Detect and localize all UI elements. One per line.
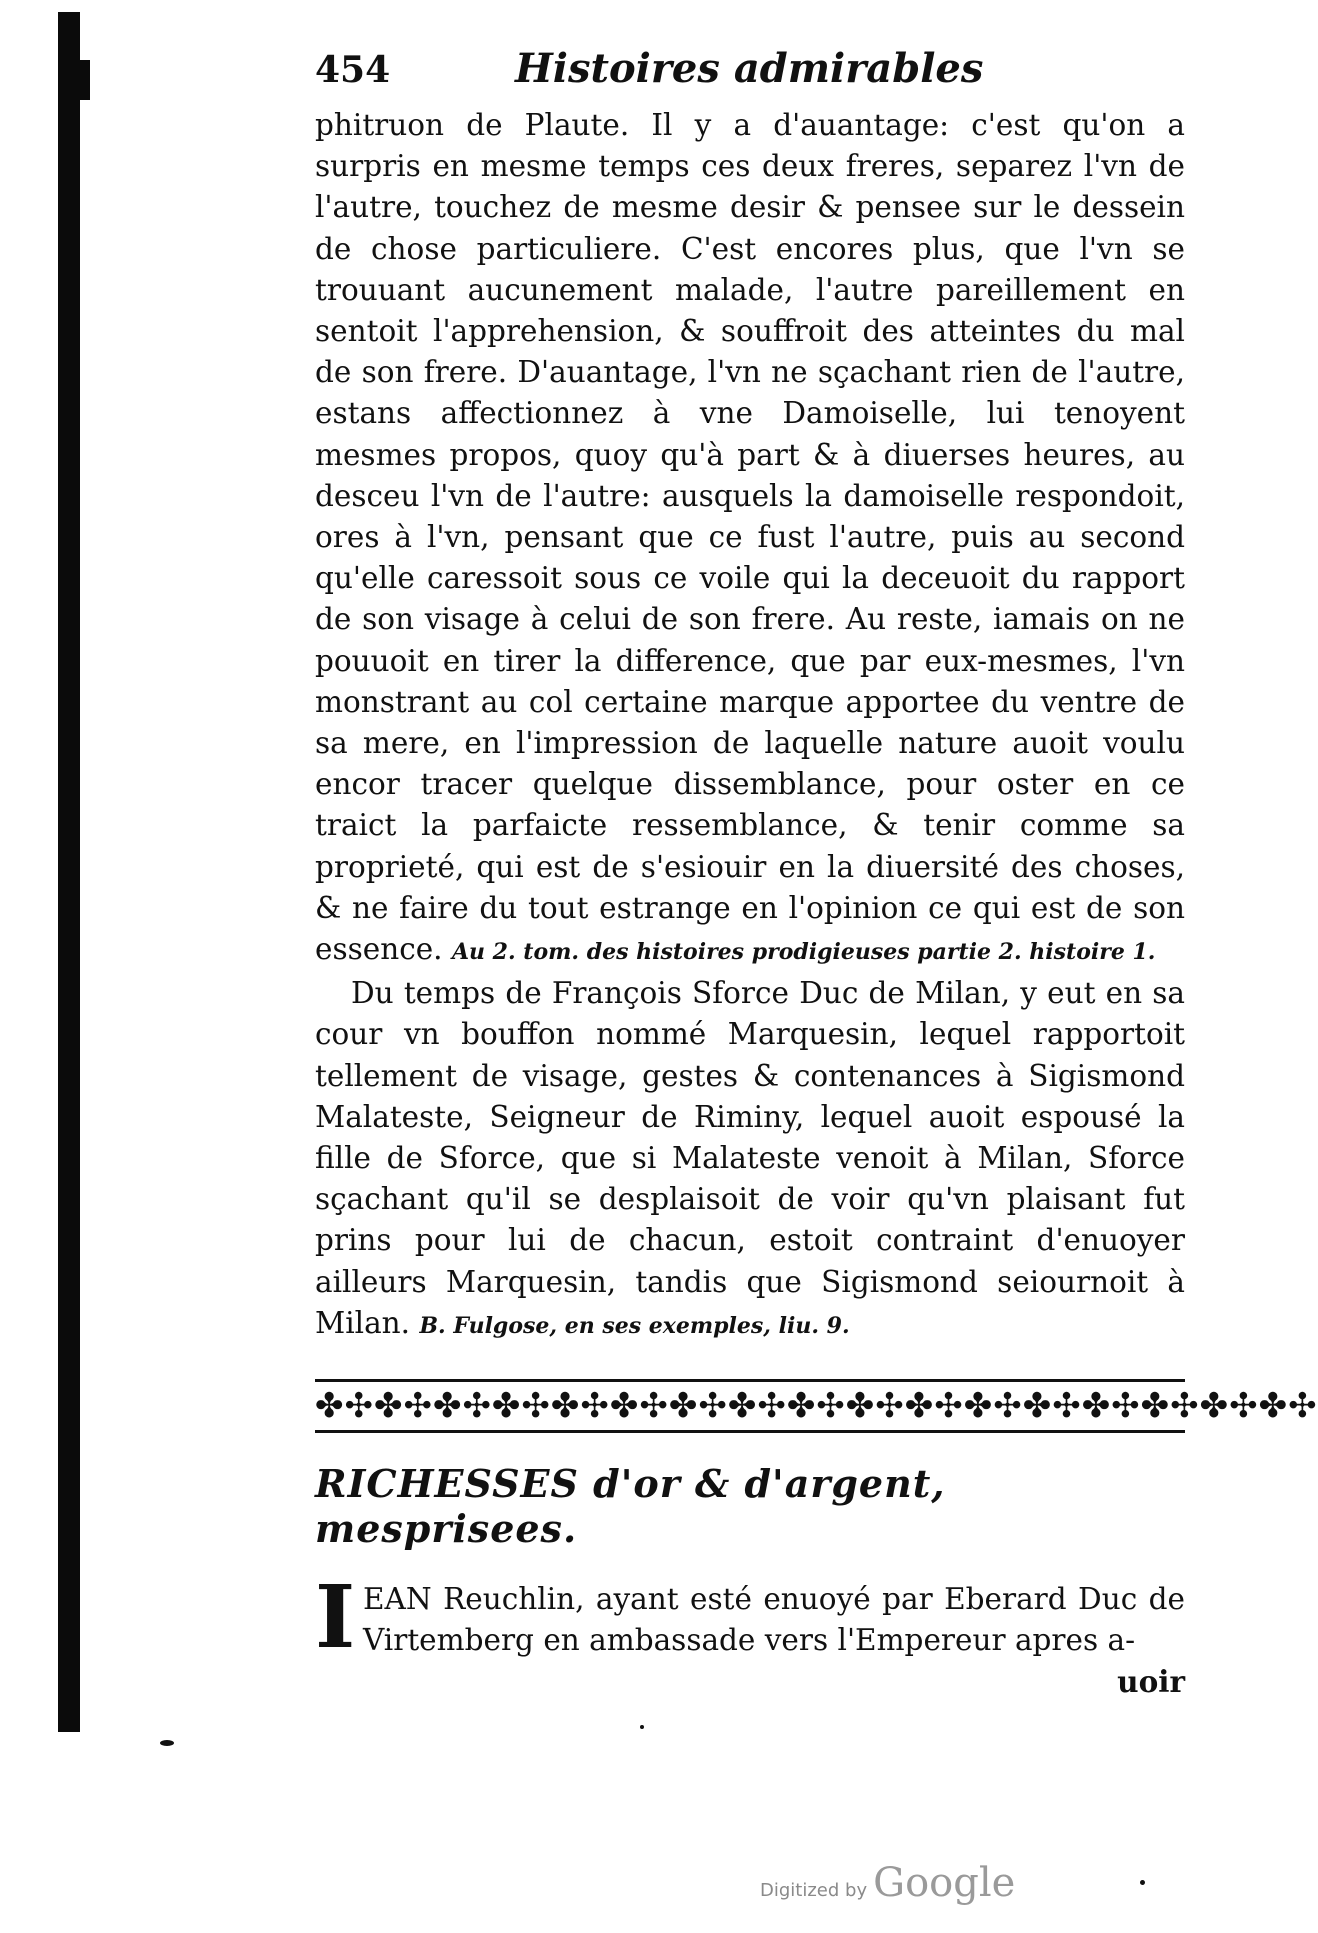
binding-notch: [80, 60, 90, 100]
paragraph-marquesin: [315, 973, 1185, 1347]
digitization-watermark: [760, 1860, 1015, 1906]
paragraph-text: Du temps de François Sforce Duc de Milan, y eut en sa cour vn bouffon nommé Marquesin, lequel rapportoit tellement de visage, gestes & contenances à Sigismond Malateste, Seigneur de Riminy, lequel auoit espousé la fille de Sforce, que si Malateste venoit à Milan, Sforce sçachant qu'il se desplaisoit de voir qu'vn plaisant fut prins pour lui de chacun, estoit contraint d'enuoyer ailleurs Marquesin, tandis que Sigismond seiournoit à Milan.: [315, 976, 1185, 1340]
scan-speck: [160, 1740, 174, 1746]
paragraph-twins: [315, 105, 1185, 973]
source-reference: Au 2. tom. des histoires prodigieuses partie 2. histoire 1.: [451, 939, 1156, 966]
scan-speck: [1140, 1880, 1145, 1885]
book-page: [315, 45, 1318, 1700]
page-number: 454: [315, 49, 391, 91]
binding-edge: [58, 12, 80, 1732]
section-opening: [315, 1567, 1185, 1669]
catchword: uoir: [1117, 1663, 1185, 1699]
paragraph-text: phitruon de Plaute. Il y a d'auantage: c'est qu'on a surpris en mesme temps ces deux freres, separez l'vn de l'autre, touchez de mesme desir & pensee sur le dessein de chose particuliere. C'est encores plus, que l'vn se trouuant aucunement malade, l'autre pareillement en sentoit l'apprehension, & souffroit des atteintes du mal de son frere. D'auantage, l'vn ne sçachant rien de l'autre, estans affectionnez à vne Damoiselle, lui tenoyent mesmes propos, quoy qu'à part & à diuerses heures, au desceu l'vn de l'autre: ausquels la damoiselle respondoit, ores à l'vn, pensant que ce fust l'autre, puis au second qu'elle caressoit sous ce voile qui la deceuoit du rapport de son visage à celui de son frere. Au reste, iamais on ne pouuoit en tirer la difference, que par eux-mesmes, l'vn monstrant au col certaine marque apportee du ventre de sa mere, en l'impression de laquelle nature auoit voulu encor tracer quelque dissemblance, pour oster en ce traict la parfaicte ressemblance, & tenir comme sa proprieté, qui est de s'esiouir en la diuersité des choses, & ne faire du tout estrange en l'opinion ce qui est de son essence.: [315, 108, 1185, 967]
opening-paragraph: EAN Reuchlin, ayant esté enuoyé par Eberard Duc de Virtemberg en ambassade vers l'Empereur apres a-: [363, 1582, 1185, 1658]
scan-speck: [640, 1725, 644, 1729]
source-reference: B. Fulgose, en ses exemples, liu. 9.: [419, 1312, 850, 1339]
watermark-prefix: Digitized by: [760, 1880, 868, 1901]
google-logo: Google: [873, 1860, 1016, 1906]
ornamental-divider: ✤✣✤✣✤✣✤✣✤✣✤✣✤✣✤✣✤✣✤✣✤✣✤✣✤✣✤✣✤✣✤✣✤✣: [315, 1379, 1185, 1433]
drop-cap: I: [315, 1567, 356, 1669]
running-title: Histoires admirables: [515, 45, 984, 92]
page-header: [315, 45, 1185, 105]
section-heading: RICHESSES d'or & d'argent, mesprisees.: [315, 1461, 946, 1552]
